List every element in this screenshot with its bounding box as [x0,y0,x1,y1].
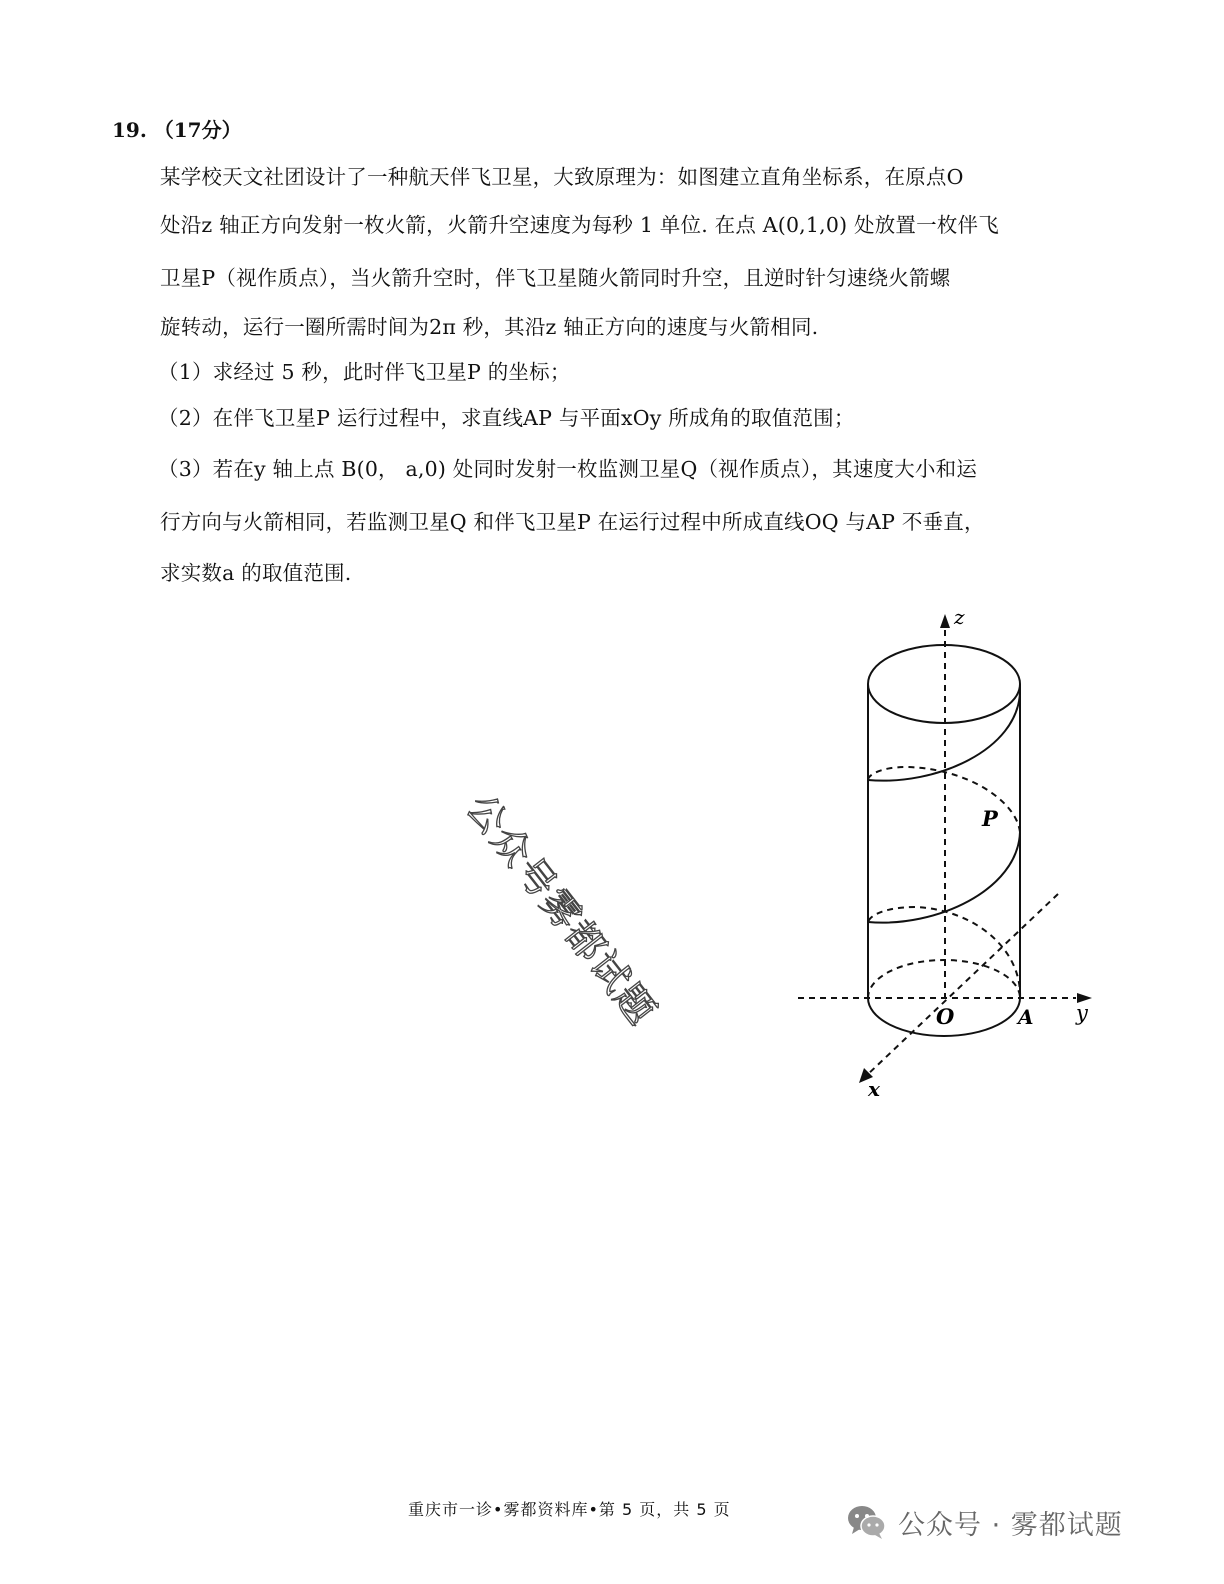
sub-question-3-line-2: 行方向与火箭相同，若监测卫星Q 和伴飞卫星P 在运行过程中所成直线OQ 与AP 不垂直， [160,510,985,534]
label-y: y [1076,1001,1088,1025]
label-z: z [954,605,965,629]
problem-text-line-1: 某学校天文社团设计了一种航天伴飞卫星，大致原理为：如图建立直角坐标系，在原点O [160,165,964,189]
brand-text: 公众号 · 雾都试题 [898,1509,1123,1541]
brand-mark [846,1502,1123,1542]
label-x: x [868,1077,880,1101]
problem-text-line-2: 处沿z 轴正方向发射一枚火箭，火箭升空速度为每秒 1 单位. 在点 A(0,1,0) 处放置一枚伴飞 [160,213,999,237]
problem-text-line-4: 旋转动，运行一圈所需时间为2π 秒，其沿z 轴正方向的速度与火箭相同. [160,315,819,339]
sub-question-3-line-1: （3）若在y 轴上点 B(0， a,0) 处同时发射一枚监测卫星Q（视作质点），其速度大小和运 [158,457,978,481]
label-O: O [936,1004,955,1029]
page-footer: 重庆市一诊•雾都资料库•第 5 页，共 5 页 [408,1500,731,1519]
sub-question-2: （2）在伴飞卫星P 运行过程中，求直线AP 与平面xOy 所成角的取值范围； [158,406,855,430]
watermark: 公众号雾都试题 [457,786,665,1034]
label-A: A [1018,1005,1034,1029]
cylinder-helix-figure [786,600,1098,1108]
z-axis-arrow [940,614,950,628]
question-score: （17分） [153,118,242,142]
problem-text-line-3: 卫星P（视作质点），当火箭升空时，伴飞卫星随火箭同时升空，且逆时针匀速绕火箭螺 [160,266,951,290]
question-number: 19. [112,118,147,142]
sub-question-3-line-3: 求实数a 的取值范围. [160,561,352,585]
question-header [112,114,242,143]
figure-svg [786,600,1098,1108]
label-P: P [982,806,998,831]
sub-question-1: （1）求经过 5 秒，此时伴飞卫星P 的坐标； [158,360,571,384]
wechat-icon [846,1502,888,1542]
